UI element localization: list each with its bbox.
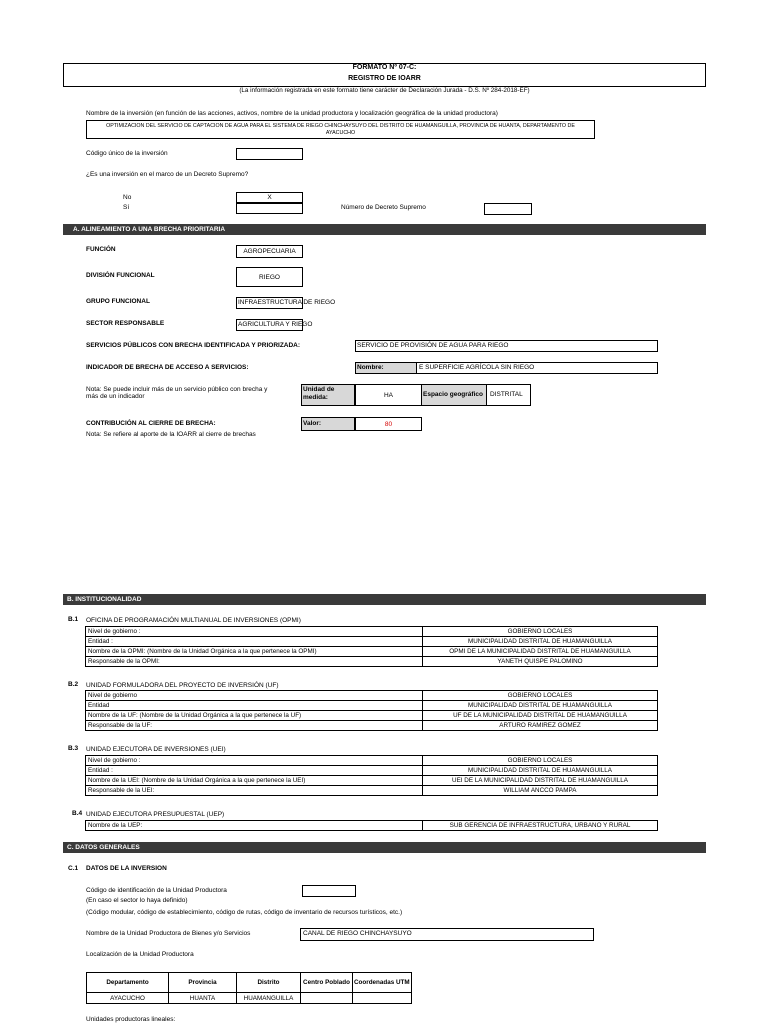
valor-field[interactable]: 80 — [355, 417, 422, 431]
row-value[interactable]: GOBIERNO LOCALES — [423, 627, 658, 637]
table-row — [86, 721, 658, 731]
row-label: Responsable de la OPMI: — [86, 657, 423, 667]
table-row — [86, 786, 658, 796]
loc-header-coordenadas: Coordenadas UTM — [353, 973, 412, 993]
nombre-up-value: CANAL DE RIEGO CHINCHAYSUYO — [303, 930, 412, 937]
row-value[interactable]: MUNICIPALIDAD DISTRITAL DE HUAMANGUILLA — [423, 637, 658, 647]
b3-number: B.3 — [68, 745, 79, 752]
loc-provincia[interactable]: HUANTA — [169, 993, 237, 1004]
investment-name-label: Nombre de la inversión (en función de las acciones, activos, nombre de la unidad productora y localización geográfica de la unidad productora) — [86, 110, 498, 117]
espacio-value: DISTRITAL — [490, 391, 523, 398]
loc-coordenadas[interactable] — [353, 993, 412, 1004]
lineales-label: Unidades productoras lineales: — [86, 1016, 176, 1023]
decree-number-label: Número de Decreto Supremo — [341, 204, 426, 211]
row-label: Responsable de la UEI: — [86, 786, 423, 796]
loc-header-distrito: Distrito — [237, 973, 301, 993]
b4-number: B.4 — [72, 810, 83, 817]
sector-label: SECTOR RESPONSABLE — [86, 320, 165, 327]
nombre-value: E SUPERFICIE AGRÍCOLA SIN RIEGO — [419, 364, 535, 371]
contribucion-label: CONTRIBUCIÓN AL CIERRE DE BRECHA: — [86, 420, 216, 427]
c1-title: DATOS DE LA INVERSION — [86, 865, 167, 872]
loc-centro-poblado[interactable] — [301, 993, 353, 1004]
b1-title: OFICINA DE PROGRAMACIÓN MULTIANUAL DE INVERSIONES (OPMI) — [86, 617, 301, 624]
division-field[interactable]: RIEGO — [236, 267, 303, 287]
table-row — [86, 756, 658, 766]
funcion-label: FUNCIÓN — [86, 246, 116, 253]
table-row — [86, 647, 658, 657]
investment-name-line1: OPTIMIZACION DEL SERVICIO DE CAPTACION DE AGUA PARA EL SISTEMA DE RIEGO CHINCHAYSUYO DEL DISTRITO DE HUAMANGUILLA, PROVINCIA DE HUANTA, DEPARTAMENTO DE — [106, 123, 575, 129]
localizacion-label: Localización de la Unidad Productora — [86, 951, 194, 958]
table-row — [87, 993, 412, 1004]
codigo-up-note1: (En caso el sector lo haya definido) — [86, 897, 188, 904]
indicador-label: INDICADOR DE BRECHA DE ACCESO A SERVICIOS: — [86, 364, 249, 371]
valor-label: Valor: — [303, 420, 322, 427]
row-label: Entidad : — [86, 637, 423, 647]
row-value[interactable]: OPMI DE LA MUNICIPALIDAD DISTRITAL DE HUAMANGUILLA — [423, 647, 658, 657]
b4-title: UNIDAD EJECUTORA PRESUPUESTAL (UEP) — [86, 811, 225, 818]
codigo-up-field[interactable] — [302, 885, 356, 897]
table-row — [86, 691, 658, 701]
table-row — [86, 821, 658, 831]
funcion-field[interactable]: AGROPECUARIA — [236, 245, 303, 258]
investment-name-line2: AYACUCHO — [325, 130, 356, 136]
b1-table — [85, 626, 658, 667]
sector-value: AGRICULTURA Y RIEGO — [238, 321, 313, 328]
c1-number: C.1 — [68, 865, 79, 872]
decree-number-field[interactable] — [484, 203, 532, 215]
servicios-value: SERVICIO DE PROVISIÓN DE AGUA PARA RIEGO — [357, 342, 509, 349]
table-row — [86, 701, 658, 711]
unidad-field[interactable]: HA — [355, 384, 422, 406]
row-value[interactable]: YANETH QUISPE PALOMINO — [423, 657, 658, 667]
nota-servicio-line1: Nota: Se puede incluir más de un servicio público con brecha y — [86, 386, 268, 393]
grupo-value: INFRAESTRUCTURA DE RIEGO — [238, 299, 336, 306]
row-value[interactable]: ARTURO RAMIREZ GOMEZ — [423, 721, 658, 731]
b4-table — [85, 820, 658, 831]
row-label: Responsable de la UF: — [86, 721, 423, 731]
row-label: Nombre de la UEI: (Nombre de la Unidad Orgánica a la que pertenece la UEI) — [86, 776, 423, 786]
codigo-up-note2: (Código modular, código de establecimiento, código de rutas, código de inventario de recursos turísticos, etc.) — [86, 909, 403, 916]
grupo-label: GRUPO FUNCIONAL — [86, 298, 150, 305]
table-row — [86, 711, 658, 721]
row-value[interactable]: MUNICIPALIDAD DISTRITAL DE HUAMANGUILLA — [423, 701, 658, 711]
table-row — [86, 637, 658, 647]
unique-code-field[interactable] — [236, 148, 303, 160]
row-value[interactable]: WILLIAM ANCCO PAMPA — [423, 786, 658, 796]
b3-title: UNIDAD EJECUTORA DE INVERSIONES (UEI) — [86, 746, 226, 753]
si-field[interactable] — [236, 203, 303, 214]
section-a-header: A. ALINEAMIENTO A UNA BRECHA PRIORITARIA — [63, 224, 706, 235]
espacio-label: Espacio geográfico — [423, 391, 483, 398]
no-label: No — [123, 194, 132, 201]
loc-header-provincia: Provincia — [169, 973, 237, 993]
row-label: Nivel de gobierno : — [86, 756, 423, 766]
row-value[interactable]: MUNICIPALIDAD DISTRITAL DE HUAMANGUILLA — [423, 766, 658, 776]
row-value[interactable]: GOBIERNO LOCALES — [423, 756, 658, 766]
table-row — [86, 766, 658, 776]
nombre-label: Nombre: — [357, 364, 384, 371]
no-field[interactable]: X — [236, 192, 303, 203]
servicios-label: SERVICIOS PÚBLICOS CON BRECHA IDENTIFICADA Y PRIORIZADA: — [86, 342, 301, 349]
table-row — [86, 657, 658, 667]
loc-header-departamento: Departamento — [87, 973, 169, 993]
si-label: Sí — [123, 204, 130, 211]
loc-departamento[interactable]: AYACUCHO — [87, 993, 169, 1004]
row-label: Nombre de la OPMI: (Nombre de la Unidad Orgánica a la que pertenece la OPMI) — [86, 647, 423, 657]
row-label: Entidad — [86, 701, 423, 711]
row-label: Nivel de gobierno — [86, 691, 423, 701]
b2-table — [85, 690, 658, 731]
table-row — [87, 973, 412, 993]
nombre-up-label: Nombre de la Unidad Productora de Bienes y/o Servicios — [86, 930, 251, 937]
row-value[interactable]: SUB GERENCIA DE INFRAESTRUCTURA, URBANO Y RURAL — [423, 821, 658, 831]
b1-number: B.1 — [68, 616, 79, 623]
localizacion-table — [86, 972, 412, 1004]
row-label: Nivel de gobierno : — [86, 627, 423, 637]
unidad-label-line2: medida: — [303, 394, 328, 401]
row-label: Nombre de la UEP: — [86, 821, 423, 831]
section-b-header: B. INSTITUCIONALIDAD — [63, 594, 706, 605]
row-label: Nombre de la UF: (Nombre de la Unidad Orgánica a la que pertenece la UF) — [86, 711, 423, 721]
row-value[interactable]: UEI DE LA MUNICIPALIDAD DISTRITAL DE HUAMANGUILLA — [423, 776, 658, 786]
table-row — [86, 776, 658, 786]
loc-header-centro-poblado: Centro Poblado — [301, 973, 353, 993]
unique-code-label: Código único de la inversión — [86, 150, 168, 157]
table-row — [86, 627, 658, 637]
row-label: Entidad : — [86, 766, 423, 776]
section-c-header: C. DATOS GENERALES — [63, 842, 706, 853]
header-note: (La información registrada en este formato tiene carácter de Declaración Jurada - D.S. Nº 284-2018-EF) — [239, 87, 530, 94]
row-value[interactable]: UF DE LA MUNICIPALIDAD DISTRITAL DE HUAMANGUILLA — [423, 711, 658, 721]
row-value[interactable]: GOBIERNO LOCALES — [423, 691, 658, 701]
decree-question: ¿Es una inversión en el marco de un Decreto Supremo? — [86, 171, 249, 178]
b2-number: B.2 — [68, 681, 79, 688]
nota-contribucion: Nota: Se refiere al aporte de la IOARR al cierre de brechas — [86, 431, 256, 438]
codigo-up-label: Código de identificación de la Unidad Productora — [86, 887, 227, 894]
unidad-label-line1: Unidad de — [303, 386, 335, 393]
b3-table — [85, 755, 658, 796]
division-label: DIVISIÓN FUNCIONAL — [86, 272, 155, 279]
form-subtitle: REGISTRO DE IOARR — [348, 75, 421, 82]
form-title: FORMATO Nº 07-C: — [352, 64, 417, 71]
loc-distrito[interactable]: HUAMANGUILLA — [237, 993, 301, 1004]
nota-servicio-line2: más de un indicador — [86, 393, 145, 400]
b2-title: UNIDAD FORMULADORA DEL PROYECTO DE INVERSIÓN (UF) — [86, 682, 279, 689]
